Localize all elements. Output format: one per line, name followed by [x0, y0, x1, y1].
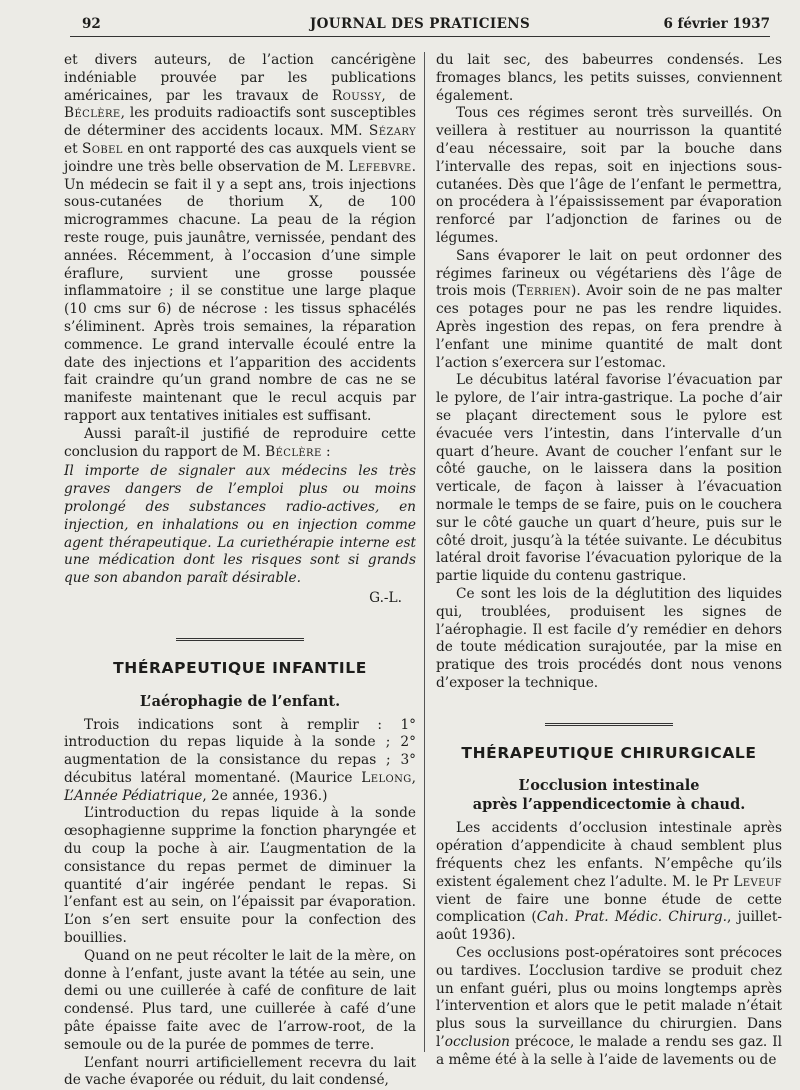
- paragraph: Quand on ne peut récolter le lait de la mère, on donne à l’enfant, juste avant la tétée au sein, une demi ou une cuillerée à café de confiture de lait condensé. Plus tard, une cuillerée à café d’une pâte épaisse faite avec de l’arrow-root, de la semoule ou de la purée de pommes de terre.: [64, 947, 416, 1053]
- paragraph: L’introduction du repas liquide à la sonde œsophagienne supprime la fonction pharyngée et du coup la poche à air. L’augmentation de la consistance du repas permet de diminuer la quantité d’air ingérée pendant le repas. Si l’enfant est au sein, on l’épaissit par évaporation. L’on s’en sert ensuite pour la confection des bouillies.: [64, 805, 416, 947]
- author-name: Lelong: [361, 769, 412, 786]
- section-heading: THÉRAPEUTIQUE INFANTILE: [113, 658, 367, 677]
- page-header: [70, 14, 770, 37]
- right-column: [436, 52, 782, 1070]
- source-title: Cah. Prat. Médic. Chirurg.: [536, 909, 727, 926]
- paragraph: Sans évaporer le lait on peut ordonner des régimes farineux ou végétariens dès l’âge de trois mois (Terrien). Avoir soin de ne pas malter ces potages pour ne pas les rendre liquides. Après ingestion des repas, on fera prendre à l’enfant une minime quantité de malt dont l’action s’exercera sur l’estomac.: [436, 247, 782, 371]
- paragraph: Les accidents d’occlusion intestinale après opération d’appendicite à chaud semblent plus fréquents chez les enfants. N’empêche qu’ils existent également chez l’adulte. M. le Pr Leveuf vient de faire une bonne étude de cette complication (Cah. Prat. Médic. Chirurg., juillet-août 1936).: [436, 820, 782, 944]
- paragraph: Trois indications sont à remplir : 1° introduction du repas liquide à la sonde ; 2° augmentation de la consistance du repas ; 3° décubitus latéral momentané. (Maurice Lelong, L’Année Pédiatrique, 2e année, 1936.): [64, 716, 416, 804]
- article-title: L’occlusion intestinale après l’appendicectomie à chaud.: [472, 777, 746, 814]
- section-heading: THÉRAPEUTIQUE CHIRURGICALE: [461, 743, 757, 762]
- author-name: Terrien: [516, 283, 572, 300]
- paragraph: Tous ces régimes seront très surveillés. On veillera à restituer au nourrisson la quantité d’eau nécessaire, soit par la bouche dans l’intervalle des repas, soit en injections sous-cutanées. Dès que l’âge de l’enfant le permettra, on procédera à l’épaississement par évaporation renforcé par l’adjonction de farines ou de légumes.: [436, 105, 782, 246]
- paragraph: Ce sont les lois de la déglutition des liquides qui, troublées, produisent les signes de l’aérophagie. Il est facile d’y remédier en dehors de toute médication surajoutée, par la mise en pratique des trois procédés dont nous venons d’exposer la technique.: [436, 585, 782, 691]
- section-separator: [545, 723, 673, 729]
- article-title: L’aérophagie de l’enfant.: [139, 692, 341, 710]
- paragraph: Aussi paraît-il justifié de reproduire cette conclusion du rapport de M. Béclère :: [64, 425, 416, 460]
- paragraph: du lait sec, des babeurres condensés. Les fromages blancs, les petits suisses, conviennent également.: [436, 52, 782, 104]
- paragraph: Ces occlusions post-opératoires sont précoces ou tardives. L’occlusion tardive se produit chez un enfant guéri, plus ou moins longtemps après l’intervention et alors que le petit malade n’était plus sous la surveillance du chirurgien. Dans l’occlusion précoce, le malade a rendu ses gaz. Il a même été à la selle à l’aide de lavements ou de: [436, 945, 782, 1068]
- signature: G.-L.: [369, 589, 402, 606]
- journal-title: JOURNAL DES PRATICIENS: [309, 16, 531, 32]
- column-divider: [424, 52, 425, 1052]
- section-separator: [176, 638, 304, 644]
- author-name: Béclère: [64, 105, 121, 122]
- author-name: Roussy: [331, 87, 382, 104]
- paragraph: et divers auteurs, de l’action cancérigène indéniable prouvée par les publications américaines, par les travaux de Roussy, de Béclère, les produits radioactifs sont susceptibles de déterminer des accidents locaux. MM. Sézary et Sobel en ont rapporté des cas auxquels vient se joindre une très belle observation de M. Lefebvre. Un médecin se fait il y a sept ans, trois injections sous-cutanées de thorium X, de 100 microgrammes chacune. La peau de la région reste rouge, puis jaunâtre, vernissée, pendant des années. Récemment, à l’occasion d’une simple éraflure, survient une grosse poussée inflammatoire ; il se constitue une large plaque (10 cms sur 6) de nécrose : les tissus sphacélés s’éliminent. Après trois semaines, la réparation commence. Le grand intervalle écoulé entre la date des injections et l’apparition des accidents fait craindre qu’un grand nombre de cas ne se manifeste maintenant que le recul acquis par rapport aux tentatives initiales est suffisant.: [64, 52, 416, 424]
- author-name: Lefebvre: [348, 158, 412, 175]
- conclusion-quote: Il importe de signaler aux médecins les très graves dangers de l’emploi plus ou moins prolongé des substances radio-actives, en injection, en inhalations ou en injection comme agent thérapeutique. La curiethérapie interne est une médication dont les risques sont si grands que son abandon paraît désirable.: [64, 463, 416, 587]
- left-column: [64, 52, 416, 1090]
- author-name: Leveuf: [733, 873, 782, 890]
- page-number: 92: [82, 16, 101, 32]
- paragraph: L’enfant nourri artificiellement recevra du lait de vache évaporée ou réduit, du lait condensé,: [64, 1054, 416, 1089]
- paragraph: Le décubitus latéral favorise l’évacuation par le pylore, de l’air intra-gastrique. La poche d’air se plaçant directement sous le pylore est évacuée vers l’intestin, dans l’intervalle d’un quart d’heure. Avant de coucher l’enfant sur le côté gauche, on le laissera dans la position verticale, de façon à laisser à l’évacuation normale le temps de se faire, puis on le couchera sur le côté gauche un quart d’heure, puis sur le côté droit, jusqu’à la tétée suivante. Le décubitus latéral droit favorise l’évacuation pylorique de la partie liquide du contenu gastrique.: [436, 372, 782, 585]
- issue-date: 6 février 1937: [663, 16, 770, 32]
- source-title: L’Année Pédiatrique: [64, 787, 203, 804]
- author-name: Sobel: [81, 140, 123, 157]
- author-name: Béclère: [265, 443, 322, 460]
- author-name: Sézary: [368, 123, 416, 140]
